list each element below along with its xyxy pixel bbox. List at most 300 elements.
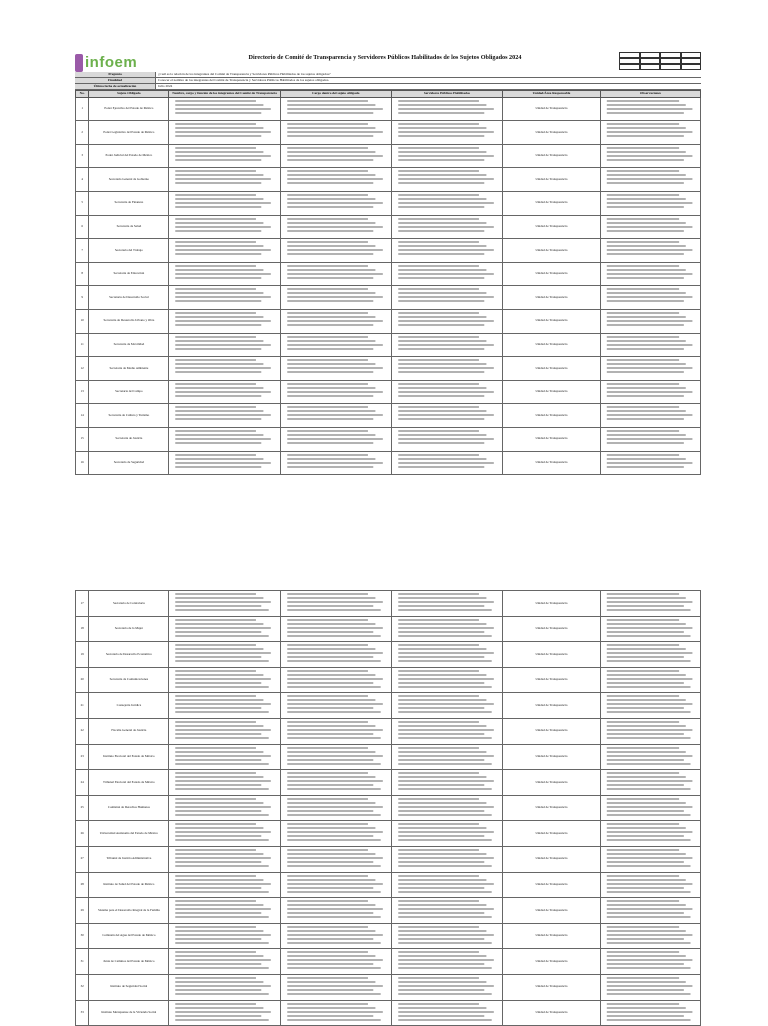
row-responsable: Unidad de Transparencia xyxy=(503,642,601,668)
row-number: 29 xyxy=(76,898,89,924)
row-cargo xyxy=(280,616,391,642)
text-lines-icon xyxy=(394,694,500,715)
text-lines-icon xyxy=(171,429,277,448)
row-cargo xyxy=(280,744,391,770)
logo-mark-icon xyxy=(75,54,83,72)
row-obs xyxy=(600,591,700,617)
text-lines-icon xyxy=(171,746,277,767)
row-comite xyxy=(169,642,280,668)
table-row xyxy=(76,821,701,847)
text-lines-icon xyxy=(283,746,389,767)
row-comite xyxy=(169,262,280,286)
row-cargo xyxy=(280,239,391,263)
table-row xyxy=(76,795,701,821)
row-comite xyxy=(169,309,280,333)
text-lines-icon xyxy=(171,1002,277,1023)
row-cargo xyxy=(280,795,391,821)
row-responsable: Unidad de Transparencia xyxy=(503,591,601,617)
row-sph xyxy=(391,591,502,617)
text-lines-icon xyxy=(603,382,698,401)
row-comite xyxy=(169,168,280,192)
row-cargo xyxy=(280,974,391,1000)
row-cargo xyxy=(280,923,391,949)
row-comite xyxy=(169,427,280,451)
row-number: 22 xyxy=(76,718,89,744)
row-number: 1 xyxy=(76,97,89,121)
table-row xyxy=(76,1000,701,1026)
text-lines-icon xyxy=(394,217,500,236)
text-lines-icon xyxy=(171,669,277,690)
text-lines-icon xyxy=(171,720,277,741)
table-row xyxy=(76,309,701,333)
row-comite xyxy=(169,404,280,428)
row-sph xyxy=(391,239,502,263)
row-number: 20 xyxy=(76,667,89,693)
row-obs xyxy=(600,872,700,898)
row-number: 15 xyxy=(76,427,89,451)
text-lines-icon xyxy=(171,453,277,472)
text-lines-icon xyxy=(394,405,500,424)
row-sph xyxy=(391,404,502,428)
row-sujeto: Comisión de Derechos Humanos xyxy=(89,795,169,821)
row-number: 30 xyxy=(76,923,89,949)
row-number: 19 xyxy=(76,642,89,668)
text-lines-icon xyxy=(603,358,698,377)
text-lines-icon xyxy=(283,925,389,946)
text-lines-icon xyxy=(171,264,277,283)
text-lines-icon xyxy=(394,720,500,741)
row-responsable: Unidad de Transparencia xyxy=(503,974,601,1000)
text-lines-icon xyxy=(603,720,698,741)
row-comite xyxy=(169,357,280,381)
row-sujeto: Poder Judicial del Estado de México xyxy=(89,144,169,168)
row-sujeto: Secretaría General de Gobierno xyxy=(89,168,169,192)
text-lines-icon xyxy=(603,925,698,946)
row-sujeto: Sistema para el Desarrollo Integral de la Familia xyxy=(89,898,169,924)
row-sph xyxy=(391,121,502,145)
text-lines-icon xyxy=(394,453,500,472)
row-responsable: Unidad de Transparencia xyxy=(503,404,601,428)
text-lines-icon xyxy=(283,592,389,613)
text-lines-icon xyxy=(171,311,277,330)
text-lines-icon xyxy=(394,240,500,259)
table-row xyxy=(76,380,701,404)
row-obs xyxy=(600,239,700,263)
text-lines-icon xyxy=(394,822,500,843)
row-cargo xyxy=(280,427,391,451)
text-lines-icon xyxy=(283,217,389,236)
header-boxes xyxy=(619,52,701,70)
text-lines-icon xyxy=(394,797,500,818)
row-sph xyxy=(391,357,502,381)
text-lines-icon xyxy=(603,771,698,792)
row-comite xyxy=(169,974,280,1000)
row-cargo xyxy=(280,191,391,215)
document-title: Directorio de Comité de Transparencia y Servidores Públicos Habilitados de los Sujetos Obligados 2024 xyxy=(248,54,522,61)
row-cargo xyxy=(280,872,391,898)
row-obs xyxy=(600,333,700,357)
row-number: 13 xyxy=(76,380,89,404)
text-lines-icon xyxy=(283,618,389,639)
row-sujeto: Poder Ejecutivo del Estado de México xyxy=(89,97,169,121)
row-comite xyxy=(169,380,280,404)
row-responsable: Unidad de Transparencia xyxy=(503,846,601,872)
row-comite xyxy=(169,923,280,949)
row-responsable: Unidad de Transparencia xyxy=(503,427,601,451)
row-sph xyxy=(391,667,502,693)
row-sujeto: Consejería Jurídica xyxy=(89,693,169,719)
row-comite xyxy=(169,898,280,924)
text-lines-icon xyxy=(394,669,500,690)
table-row xyxy=(76,97,701,121)
row-responsable: Unidad de Transparencia xyxy=(503,923,601,949)
row-comite xyxy=(169,616,280,642)
text-lines-icon xyxy=(283,429,389,448)
text-lines-icon xyxy=(603,899,698,920)
row-cargo xyxy=(280,693,391,719)
row-comite xyxy=(169,770,280,796)
text-lines-icon xyxy=(394,976,500,997)
row-obs xyxy=(600,1000,700,1026)
text-lines-icon xyxy=(603,240,698,259)
directory-table-page-2 xyxy=(75,590,701,1026)
row-cargo xyxy=(280,591,391,617)
row-number: 24 xyxy=(76,770,89,796)
row-sph xyxy=(391,191,502,215)
text-lines-icon xyxy=(394,335,500,354)
text-lines-icon xyxy=(283,99,389,118)
text-lines-icon xyxy=(171,976,277,997)
row-sph xyxy=(391,949,502,975)
text-lines-icon xyxy=(283,193,389,212)
row-sph xyxy=(391,380,502,404)
row-obs xyxy=(600,974,700,1000)
row-responsable: Unidad de Transparencia xyxy=(503,667,601,693)
meta-row: Última fecha de actualización Julio 2024 xyxy=(75,84,701,90)
text-lines-icon xyxy=(394,950,500,971)
row-cargo xyxy=(280,404,391,428)
row-comite xyxy=(169,1000,280,1026)
meta-row: Finalidad Conocer el nombre de los integrantes del Comité de Transparencia y Servidores Públicos Habilitados de los sujetos obligados. xyxy=(75,78,701,84)
text-lines-icon xyxy=(603,122,698,141)
row-cargo xyxy=(280,357,391,381)
row-responsable: Unidad de Transparencia xyxy=(503,309,601,333)
text-lines-icon xyxy=(283,405,389,424)
col-comite: Nombre, cargo y función de los integrantes del Comité de Transparencia xyxy=(169,91,280,98)
row-responsable: Unidad de Transparencia xyxy=(503,333,601,357)
table-row xyxy=(76,451,701,475)
text-lines-icon xyxy=(603,405,698,424)
row-responsable: Unidad de Transparencia xyxy=(503,451,601,475)
text-lines-icon xyxy=(283,874,389,895)
row-sujeto: Instituto Mexiquense de la Vivienda Social xyxy=(89,1000,169,1026)
text-lines-icon xyxy=(283,720,389,741)
row-responsable: Unidad de Transparencia xyxy=(503,380,601,404)
row-obs xyxy=(600,923,700,949)
row-sujeto: Secretaría de Seguridad xyxy=(89,451,169,475)
col-cargo: Cargo dentro del sujeto obligado xyxy=(280,91,391,98)
row-sujeto: Fiscalía General de Justicia xyxy=(89,718,169,744)
row-responsable: Unidad de Transparencia xyxy=(503,616,601,642)
row-sujeto: Tribunal Electoral del Estado de México xyxy=(89,770,169,796)
table-row xyxy=(76,974,701,1000)
text-lines-icon xyxy=(283,264,389,283)
row-responsable: Unidad de Transparencia xyxy=(503,357,601,381)
row-cargo xyxy=(280,821,391,847)
table-row xyxy=(76,591,701,617)
row-comite xyxy=(169,191,280,215)
row-sujeto: Instituto de Salud del Estado de México xyxy=(89,872,169,898)
text-lines-icon xyxy=(283,1002,389,1023)
row-cargo xyxy=(280,121,391,145)
row-cargo xyxy=(280,309,391,333)
row-comite xyxy=(169,744,280,770)
row-comite xyxy=(169,286,280,310)
row-responsable: Unidad de Transparencia xyxy=(503,144,601,168)
row-sph xyxy=(391,333,502,357)
table-row xyxy=(76,642,701,668)
row-sujeto: Secretaría de Educación xyxy=(89,262,169,286)
text-lines-icon xyxy=(283,311,389,330)
row-sujeto: Secretaría del Trabajo xyxy=(89,239,169,263)
row-sph xyxy=(391,642,502,668)
text-lines-icon xyxy=(394,358,500,377)
table-header-row xyxy=(76,91,701,98)
row-cargo xyxy=(280,718,391,744)
row-sph xyxy=(391,286,502,310)
row-comite xyxy=(169,693,280,719)
table-row xyxy=(76,333,701,357)
row-obs xyxy=(600,121,700,145)
row-sujeto: Junta de Caminos del Estado de México xyxy=(89,949,169,975)
row-number: 33 xyxy=(76,1000,89,1026)
row-sujeto: Instituto Electoral del Estado de México xyxy=(89,744,169,770)
row-obs xyxy=(600,693,700,719)
text-lines-icon xyxy=(171,335,277,354)
text-lines-icon xyxy=(171,146,277,165)
text-lines-icon xyxy=(394,382,500,401)
text-lines-icon xyxy=(603,1002,698,1023)
text-lines-icon xyxy=(171,797,277,818)
text-lines-icon xyxy=(171,694,277,715)
row-obs xyxy=(600,191,700,215)
row-sph xyxy=(391,309,502,333)
row-obs xyxy=(600,215,700,239)
row-responsable: Unidad de Transparencia xyxy=(503,191,601,215)
row-sph xyxy=(391,898,502,924)
row-sph xyxy=(391,451,502,475)
text-lines-icon xyxy=(394,287,500,306)
text-lines-icon xyxy=(603,311,698,330)
text-lines-icon xyxy=(283,771,389,792)
row-sph xyxy=(391,872,502,898)
text-lines-icon xyxy=(171,382,277,401)
row-sph xyxy=(391,744,502,770)
row-number: 16 xyxy=(76,451,89,475)
text-lines-icon xyxy=(603,643,698,664)
row-number: 9 xyxy=(76,286,89,310)
table-row xyxy=(76,718,701,744)
text-lines-icon xyxy=(394,429,500,448)
row-number: 11 xyxy=(76,333,89,357)
text-lines-icon xyxy=(283,822,389,843)
row-number: 7 xyxy=(76,239,89,263)
row-cargo xyxy=(280,770,391,796)
row-sph xyxy=(391,693,502,719)
row-cargo xyxy=(280,168,391,192)
row-sujeto: Tribunal de Justicia Administrativa xyxy=(89,846,169,872)
row-responsable: Unidad de Transparencia xyxy=(503,795,601,821)
row-comite xyxy=(169,121,280,145)
text-lines-icon xyxy=(283,335,389,354)
text-lines-icon xyxy=(283,848,389,869)
table-row xyxy=(76,404,701,428)
row-obs xyxy=(600,718,700,744)
row-sph xyxy=(391,974,502,1000)
table-row xyxy=(76,872,701,898)
row-sph xyxy=(391,215,502,239)
text-lines-icon xyxy=(171,874,277,895)
table-row xyxy=(76,239,701,263)
text-lines-icon xyxy=(394,122,500,141)
row-number: 18 xyxy=(76,616,89,642)
row-number: 5 xyxy=(76,191,89,215)
text-lines-icon xyxy=(283,643,389,664)
row-comite xyxy=(169,239,280,263)
row-obs xyxy=(600,667,700,693)
row-obs xyxy=(600,357,700,381)
document-page-2 xyxy=(75,590,701,1024)
row-obs xyxy=(600,380,700,404)
text-lines-icon xyxy=(603,169,698,188)
row-number: 26 xyxy=(76,821,89,847)
text-lines-icon xyxy=(283,146,389,165)
text-lines-icon xyxy=(171,848,277,869)
text-lines-icon xyxy=(283,453,389,472)
row-sujeto: Secretaría de Justicia xyxy=(89,427,169,451)
text-lines-icon xyxy=(603,874,698,895)
text-lines-icon xyxy=(394,899,500,920)
row-obs xyxy=(600,949,700,975)
row-responsable: Unidad de Transparencia xyxy=(503,898,601,924)
text-lines-icon xyxy=(171,122,277,141)
text-lines-icon xyxy=(171,822,277,843)
row-comite xyxy=(169,333,280,357)
text-lines-icon xyxy=(171,358,277,377)
row-obs xyxy=(600,898,700,924)
row-cargo xyxy=(280,215,391,239)
row-number: 21 xyxy=(76,693,89,719)
row-obs xyxy=(600,846,700,872)
table-row xyxy=(76,427,701,451)
text-lines-icon xyxy=(603,592,698,613)
text-lines-icon xyxy=(603,287,698,306)
text-lines-icon xyxy=(171,950,277,971)
row-comite xyxy=(169,949,280,975)
row-cargo xyxy=(280,451,391,475)
row-sujeto: Secretaría de Salud xyxy=(89,215,169,239)
row-obs xyxy=(600,616,700,642)
table-row xyxy=(76,846,701,872)
text-lines-icon xyxy=(603,669,698,690)
text-lines-icon xyxy=(171,240,277,259)
row-sph xyxy=(391,144,502,168)
row-sujeto: Secretaría de Desarrollo Económico xyxy=(89,642,169,668)
row-cargo xyxy=(280,380,391,404)
meta-row: Pregunta ¿Cuál es la relación de los integrantes del Comité de Transparencia y Servidores Públicos Habilitados de los sujetos obligados? xyxy=(75,72,701,78)
table-row xyxy=(76,693,701,719)
text-lines-icon xyxy=(283,122,389,141)
directory-table-page-1 xyxy=(75,90,701,475)
text-lines-icon xyxy=(283,287,389,306)
text-lines-icon xyxy=(394,264,500,283)
text-lines-icon xyxy=(603,193,698,212)
row-sujeto: Secretaría de Comunicaciones xyxy=(89,667,169,693)
row-responsable: Unidad de Transparencia xyxy=(503,949,601,975)
row-comite xyxy=(169,667,280,693)
row-number: 10 xyxy=(76,309,89,333)
text-lines-icon xyxy=(603,99,698,118)
table-row xyxy=(76,168,701,192)
row-sph xyxy=(391,1000,502,1026)
row-cargo xyxy=(280,898,391,924)
text-lines-icon xyxy=(394,592,500,613)
row-number: 25 xyxy=(76,795,89,821)
text-lines-icon xyxy=(603,618,698,639)
text-lines-icon xyxy=(171,643,277,664)
row-number: 6 xyxy=(76,215,89,239)
table-row xyxy=(76,144,701,168)
text-lines-icon xyxy=(603,746,698,767)
text-lines-icon xyxy=(603,146,698,165)
row-responsable: Unidad de Transparencia xyxy=(503,770,601,796)
row-obs xyxy=(600,427,700,451)
row-responsable: Unidad de Transparencia xyxy=(503,121,601,145)
row-sph xyxy=(391,616,502,642)
row-responsable: Unidad de Transparencia xyxy=(503,262,601,286)
text-lines-icon xyxy=(603,950,698,971)
row-responsable: Unidad de Transparencia xyxy=(503,821,601,847)
text-lines-icon xyxy=(171,405,277,424)
row-obs xyxy=(600,770,700,796)
row-responsable: Unidad de Transparencia xyxy=(503,718,601,744)
table-row xyxy=(76,667,701,693)
row-number: 8 xyxy=(76,262,89,286)
col-sujeto: Sujeto Obligado xyxy=(89,91,169,98)
row-responsable: Unidad de Transparencia xyxy=(503,744,601,770)
row-sujeto: Secretaría de Medio Ambiente xyxy=(89,357,169,381)
row-obs xyxy=(600,286,700,310)
row-responsable: Unidad de Transparencia xyxy=(503,97,601,121)
text-lines-icon xyxy=(171,193,277,212)
text-lines-icon xyxy=(603,217,698,236)
row-cargo xyxy=(280,286,391,310)
text-lines-icon xyxy=(171,217,277,236)
text-lines-icon xyxy=(394,643,500,664)
text-lines-icon xyxy=(171,771,277,792)
row-comite xyxy=(169,215,280,239)
meta-block xyxy=(75,72,701,90)
text-lines-icon xyxy=(171,925,277,946)
row-sph xyxy=(391,97,502,121)
text-lines-icon xyxy=(603,976,698,997)
row-sph xyxy=(391,821,502,847)
table-row xyxy=(76,744,701,770)
row-sujeto: Comisión del Agua del Estado de México xyxy=(89,923,169,949)
row-sph xyxy=(391,168,502,192)
row-sph xyxy=(391,770,502,796)
row-cargo xyxy=(280,144,391,168)
